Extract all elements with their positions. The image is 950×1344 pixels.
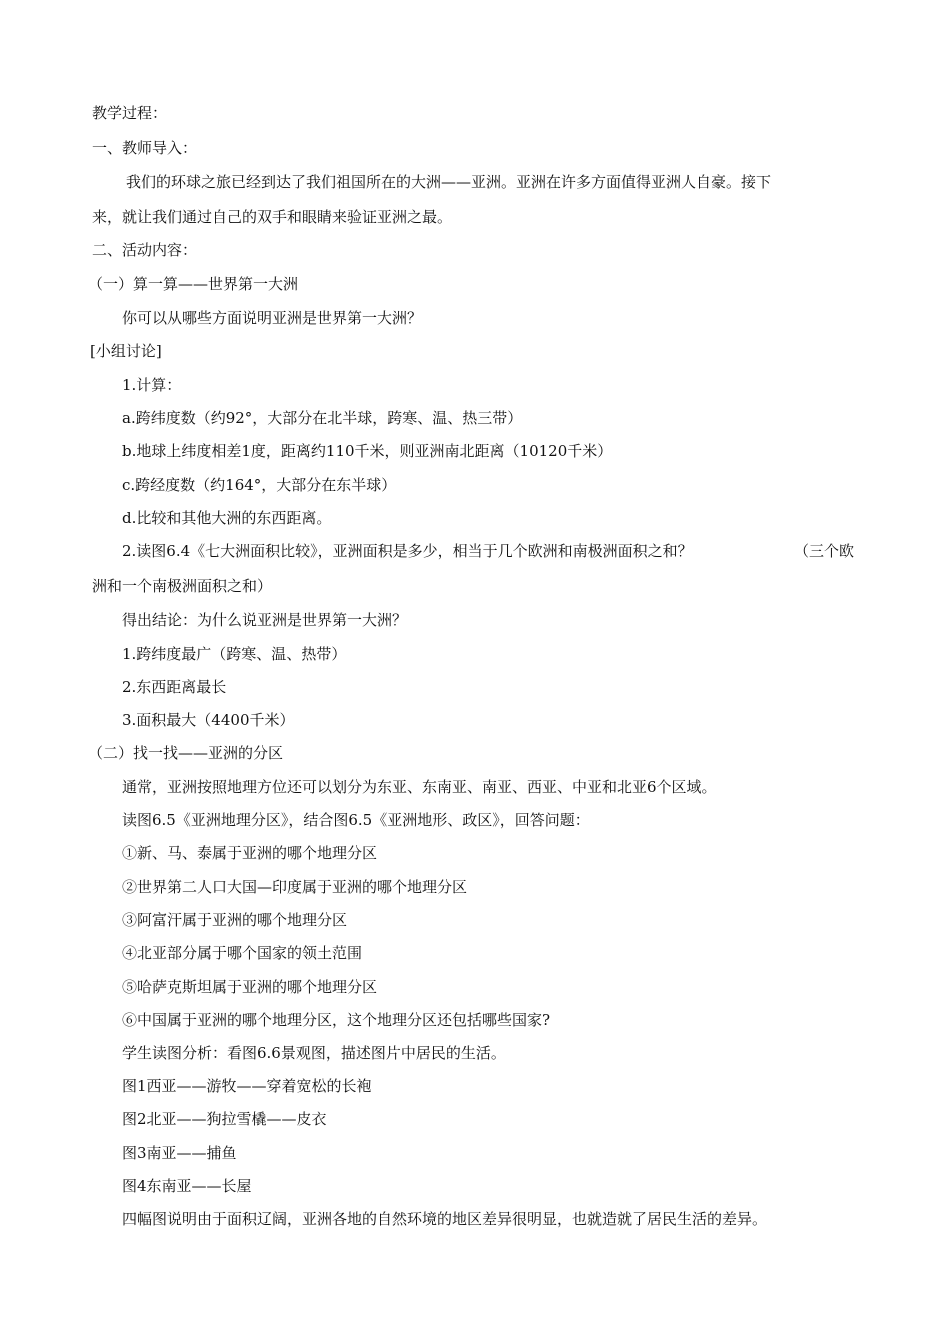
question2-line2: 洲和一个南极洲面积之和）: [92, 577, 273, 595]
calc-item-a: a.跨纬度数（约92°，大部分在北半球，跨寒、温、热三带）: [122, 409, 523, 427]
region-question-2: ②世界第二人口大国—印度属于亚洲的哪个地理分区: [122, 878, 468, 896]
region-question-1: ①新、马、泰属于亚洲的哪个地理分区: [122, 844, 378, 862]
region-question-4: ④北亚部分属于哪个国家的领土范围: [122, 944, 363, 962]
question2-answer-start: （三个欧: [794, 542, 855, 560]
heading: 教学过程：: [92, 104, 168, 122]
figure-item-2: 图2北亚——狗拉雪橇——皮衣: [122, 1110, 327, 1128]
conclusion-title: 得出结论：为什么说亚洲是世界第一大洲？: [122, 611, 408, 629]
conclusion-item-1: 1.跨纬度最广（跨寒、温、热带）: [122, 645, 347, 663]
intro-paragraph-line2: 来，就让我们通过自己的双手和眼睛来验证亚洲之最。: [92, 208, 453, 226]
conclusion-item-3: 3.面积最大（4400千米）: [122, 711, 295, 729]
analysis-instruction: 学生读图分析：看图6.6景观图，描述图片中居民的生活。: [122, 1044, 506, 1062]
section1-title: 一、教师导入：: [92, 139, 198, 157]
region-question-6: ⑥中国属于亚洲的哪个地理分区，这个地理分区还包括哪些国家?: [122, 1011, 551, 1029]
calc-item-d: d.比较和其他大洲的东西距离。: [122, 509, 332, 527]
part2-intro: 通常，亚洲按照地理方位还可以划分为东亚、东南亚、南亚、西亚、中亚和北亚6个区域。: [122, 778, 717, 796]
part1-title: （一）算一算——世界第一大洲: [88, 275, 299, 293]
figure-item-1: 图1西亚——游牧——穿着宽松的长袍: [122, 1077, 372, 1095]
calc-item-c: c.跨经度数（约164°，大部分在东半球）: [122, 476, 397, 494]
part2-title: （二）找一找——亚洲的分区: [88, 744, 284, 762]
part2-read-instruction: 读图6.5《亚洲地理分区》，结合图6.5《亚洲地形、政区》，回答问题：: [122, 811, 590, 829]
group-discussion-label: [小组讨论]: [90, 342, 162, 360]
calc-item-b: b.地球上纬度相差1度，距离约110千米，则亚洲南北距离（10120千米）: [122, 442, 613, 460]
question2-line1: 2.读图6.4《七大洲面积比较》，亚洲面积是多少，相当于几个欧洲和南极洲面积之和？: [122, 542, 693, 560]
figure-item-4: 图4东南亚——长屋: [122, 1177, 252, 1195]
summary-paragraph: 四幅图说明由于面积辽阔，亚洲各地的自然环境的地区差异很明显，也就造就了居民生活的差异。: [122, 1210, 768, 1228]
intro-paragraph-line1: 我们的环球之旅已经到达了我们祖国所在的大洲——亚洲。亚洲在许多方面值得亚洲人自豪。接下: [126, 173, 772, 191]
section2-title: 二、活动内容：: [92, 241, 198, 259]
region-question-3: ③阿富汗属于亚洲的哪个地理分区: [122, 911, 348, 929]
calc-title: 1.计算：: [122, 376, 182, 394]
part1-question: 你可以从哪些方面说明亚洲是世界第一大洲？: [122, 309, 423, 327]
conclusion-item-2: 2.东西距离最长: [122, 678, 227, 696]
region-question-5: ⑤哈萨克斯坦属于亚洲的哪个地理分区: [122, 978, 378, 996]
figure-item-3: 图3南亚——捕鱼: [122, 1144, 237, 1162]
